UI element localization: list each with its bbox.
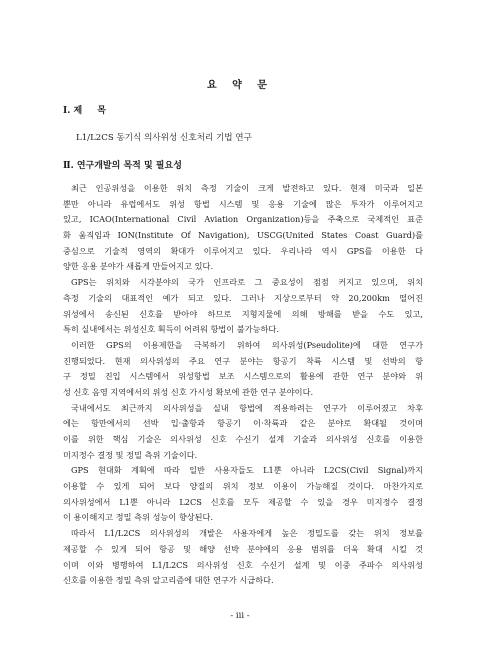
- text-line: 측정 기술의 대표적인 예가 되고 있다. 그러나 지상으로부터 약 20,200km 떨어진: [63, 292, 423, 303]
- section-2-body: [63, 181, 423, 589]
- text-line: 특히 실내에서는 위성신호 획득이 어려워 항법이 불가능하다.: [63, 324, 279, 335]
- paragraph: [63, 181, 423, 275]
- text-line: 신호를 이용한 정밀 측위 알고리즘에 대한 연구가 시급하다.: [63, 575, 274, 586]
- text-line: 뿐만 아니라 유럽에서도 위성 항법 시스템 및 응용 기술에 많은 투자가 이루어지고: [63, 198, 423, 209]
- text-line: 따라서 L1/L2CS 의사위성의 개발은 사용자에게 높은 정밀도를 갖는 위치 정보를: [71, 528, 423, 539]
- text-line: 화 움직임과 ION(Institute Of Navigation), USCG(United States Coast Guard)를: [63, 230, 423, 241]
- section-1-heading: [63, 103, 112, 116]
- page-title: 요 약 문: [207, 80, 273, 91]
- section-1-title: 제 목: [73, 106, 113, 116]
- paragraph: [63, 401, 423, 464]
- section-2-heading: Ⅱ. 연구개발의 목적 및 필요성: [63, 161, 182, 171]
- text-line: 에는 항만에서의 선박 입·출항과 항공기 이·착륙과 같은 분야로 확대될 것이며: [63, 418, 423, 429]
- text-line: 미지정수 결정 및 정밀 측위 기술이다.: [63, 449, 198, 460]
- text-line: 성 신호 음영 지역에서의 위성 신호 가시성 확보에 관한 연구 분야이다.: [63, 386, 314, 397]
- text-line: 최근 인공위성을 이용한 위치 측정 기술이 크게 발전하고 있다. 현재 미국과 일본: [71, 183, 423, 193]
- text-line: 있고, ICAO(International Civil Aviation Organization)등을 주축으로 국제적인 표준: [63, 214, 423, 225]
- paragraph: [63, 463, 423, 526]
- text-line: GPS 현대화 계획에 따라 일반 사용자들도 L1뿐 아니라 L2CS(Civil Signal)까지: [71, 465, 423, 476]
- text-line: 양한 응용 분야가 새롭게 만들어지고 있다.: [63, 261, 214, 272]
- paragraph: [63, 338, 423, 401]
- text-line: 의사위성에서 L1뿐 아니라 L2CS 신호를 모두 제공할 수 있을 경우 미지정수 결정: [63, 496, 423, 507]
- text-line: 구 정밀 진입 시스템에서 위성항법 보조 시스템으로의 활용에 관한 연구 분야와 위: [63, 371, 423, 382]
- paragraph: [63, 526, 423, 589]
- text-line: 이며 이와 병행하여 L1/L2CS 의사위성 신호 수신기 설계 및 이중 주파수 의사위성: [63, 559, 423, 570]
- text-line: GPS는 위치와 시각분야의 국가 인프라로 그 중요성이 점점 커지고 있으며, 위치: [71, 277, 423, 288]
- text-line: 이러한 GPS의 이용제한을 극복하기 위하여 의사위성(Pseudolite)에 대한 연구가: [71, 339, 423, 350]
- text-line: 위성에서 송신된 신호를 받아야 하므로 지형지물에 의해 방해를 받을 수도 있고,: [63, 308, 423, 319]
- text-line: 이 용이해지고 정밀 측위 성능이 향상된다.: [63, 512, 214, 523]
- page-number: - iii -: [230, 611, 250, 621]
- paragraph: [63, 275, 423, 338]
- text-line: 이용할 수 있게 되어 보다 양질의 위치 정보 이용이 가능해질 것이다. 마찬가지로: [63, 481, 423, 492]
- text-line: 이를 위한 핵심 기술은 의사위성 신호 수신기 설계 기술과 의사위성 신호를 이용한: [63, 434, 423, 444]
- text-line: 제공할 수 있게 되어 항공 및 해양 선박 분야에의 응용 범위를 더욱 확대 시킬 것: [63, 543, 423, 554]
- research-subject: L1/L2CS 동기식 의사위성 신호처리 기법 연구: [76, 133, 252, 143]
- text-line: 국내에서도 최근까지 의사위성을 실내 항법에 적용하려는 연구가 이루어졌고 차후: [71, 402, 423, 413]
- text-line: 중심으로 기술적 영역의 확대가 이루어지고 있다. 우리나라 역시 GPS를 이용한 다: [63, 245, 423, 256]
- section-1-numeral: Ⅰ.: [63, 106, 71, 116]
- text-line: 진행되었다. 현재 의사위성의 주요 연구 분야는 항공기 착륙 시스템 및 선박의 항: [63, 355, 423, 366]
